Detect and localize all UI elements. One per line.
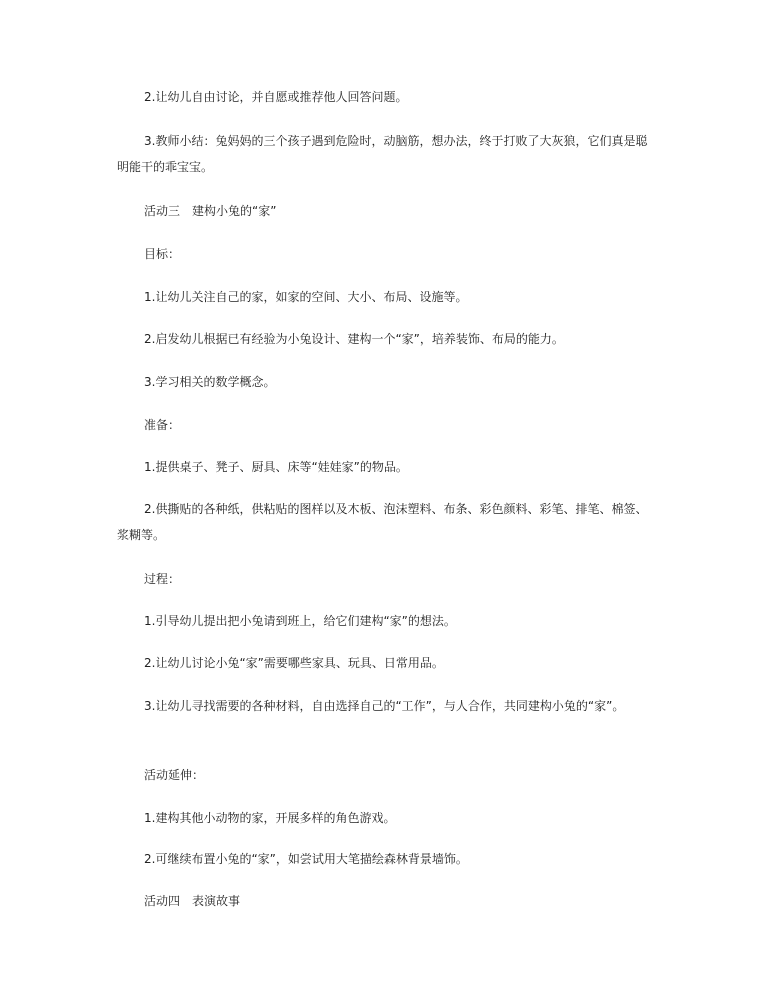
heading-activity-three: 活动三 建构小兔的“家” — [144, 204, 277, 218]
paragraph-teacher-summary: 3.教师小结：兔妈妈的三个孩子遇到危险时，动脑筋，想办法，终于打败了大灰狼，它们真是聪明能干的乖宝宝。 — [117, 134, 648, 174]
paragraph-process-2: 2.让幼儿讨论小兔“家”需要哪些家具、玩具、日常用品。 — [144, 656, 444, 670]
heading-extension: 活动延伸： — [144, 768, 205, 782]
heading-activity-four: 活动四 表演故事 — [144, 894, 241, 908]
heading-goals: 目标： — [144, 247, 181, 261]
paragraph-preparation-2: 2.供撕贴的各种纸，供粘贴的图样以及木板、泡沫塑料、布条、彩色颜料、彩笔、排笔、棉签、浆糊等。 — [117, 502, 648, 542]
paragraph-preparation-1: 1.提供桌子、凳子、厨具、床等“娃娃家”的物品。 — [144, 460, 408, 474]
heading-process: 过程： — [144, 572, 181, 586]
paragraph-goal-1: 1.让幼儿关注自己的家，如家的空间、大小、布局、设施等。 — [144, 290, 468, 304]
paragraph-goal-3: 3.学习相关的数学概念。 — [144, 375, 276, 389]
heading-preparation: 准备： — [144, 418, 181, 432]
paragraph-discussion: 2.让幼儿自由讨论，并自愿或推荐他人回答问题。 — [144, 90, 408, 104]
paragraph-goal-2: 2.启发幼儿根据已有经验为小兔设计、建构一个“家”，培养装饰、布局的能力。 — [144, 332, 564, 346]
paragraph-extension-1: 1.建构其他小动物的家，开展多样的角色游戏。 — [144, 811, 396, 825]
paragraph-process-3: 3.让幼儿寻找需要的各种材料，自由选择自己的“工作”，与人合作，共同建构小兔的“家”。 — [144, 699, 625, 713]
paragraph-process-1: 1.引导幼儿提出把小兔请到班上，给它们建构“家”的想法。 — [144, 614, 456, 628]
paragraph-extension-2: 2.可继续布置小兔的“家”，如尝试用大笔描绘森林背景墙饰。 — [144, 852, 468, 866]
